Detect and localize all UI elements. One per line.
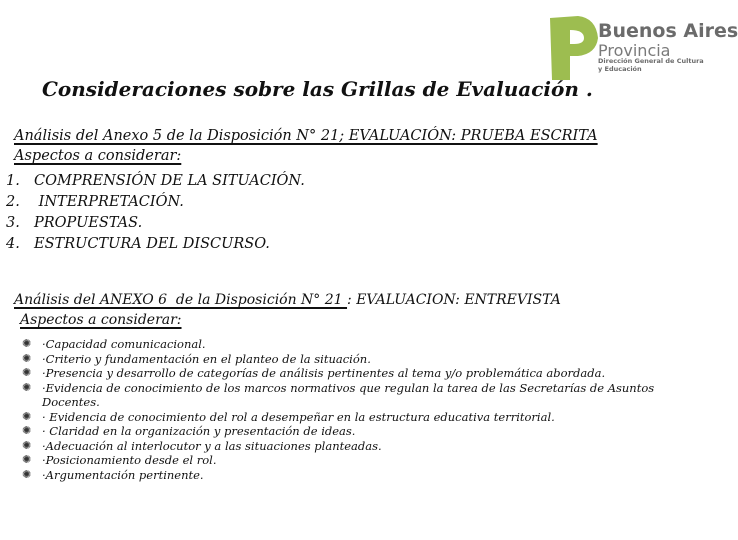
sun-bullet-icon: ✺ — [22, 337, 32, 350]
item-text: ·Evidencia de conocimiento de los marcos normativos que regulan la tarea de las Secretarías de Asuntos Docentes. — [42, 380, 655, 409]
logo-subtitle: Provincia — [598, 41, 671, 60]
item-number: 1. — [6, 173, 20, 189]
section-heading: Análisis del Anexo 5 de la Disposición N° 21; EVALUACIÓN: PRUEBA ESCRITA — [14, 128, 598, 144]
item-text: PROPUESTAS. — [34, 215, 143, 231]
numbered-list — [6, 171, 305, 255]
sun-bullet-icon: ✺ — [22, 424, 32, 437]
province-map-icon — [544, 14, 600, 82]
section-heading-underlined: Análisis del ANEXO 6 de la Disposición N° 21 — [14, 292, 348, 308]
item-text: · Evidencia de conocimiento del rol a desempeñar en la estructura educativa territorial. — [42, 409, 555, 424]
section-subheading: Aspectos a considerar: — [14, 148, 182, 164]
item-text: ·Adecuación al interlocutor y a las situaciones planteadas. — [42, 438, 382, 453]
list-item — [22, 424, 702, 439]
item-text: ·Capacidad comunicacional. — [42, 337, 206, 351]
logo-small-text: Dirección General de Cultura y Educación — [598, 57, 704, 73]
item-text: · Claridad en la organización y presentación de ideas. — [42, 424, 356, 438]
page-title: Consideraciones sobre las Grillas de Evaluación . — [42, 77, 593, 101]
sun-bullet-icon: ✺ — [22, 366, 32, 379]
list-item — [22, 366, 702, 381]
section-anexo-5 — [14, 126, 598, 166]
sun-bullet-icon: ✺ — [22, 351, 32, 365]
item-text: ESTRUCTURA DEL DISCURSO. — [34, 236, 270, 252]
list-item — [6, 234, 305, 255]
bullet-list — [22, 337, 702, 482]
section-heading-rest: : EVALUACION: ENTREVISTA — [347, 292, 561, 308]
sun-bullet-icon: ✺ — [22, 453, 32, 466]
sun-bullet-icon: ✺ — [22, 467, 32, 481]
section-heading — [14, 290, 561, 310]
item-number: 3. — [6, 215, 20, 231]
sun-bullet-icon: ✺ — [22, 438, 32, 452]
list-item — [22, 468, 702, 483]
item-number: 2. — [6, 194, 20, 210]
item-text: ·Posicionamiento desde el rol. — [42, 453, 217, 467]
list-item — [22, 337, 702, 352]
sun-bullet-icon: ✺ — [22, 380, 32, 394]
list-item — [6, 213, 305, 234]
section-anexo-6 — [14, 290, 561, 330]
item-text: ·Criterio y fundamentación en el planteo de la situación. — [42, 351, 371, 366]
item-text: ·Argumentación pertinente. — [42, 467, 204, 482]
list-item — [22, 381, 702, 410]
list-item — [6, 192, 305, 213]
item-text: INTERPRETACIÓN. — [34, 194, 184, 210]
list-item — [6, 171, 305, 192]
list-item — [22, 453, 702, 468]
item-text: COMPRENSIÓN DE LA SITUACIÓN. — [34, 173, 305, 189]
logo-title: Buenos Aires — [598, 20, 738, 42]
list-item — [22, 410, 702, 425]
sun-bullet-icon: ✺ — [22, 409, 32, 423]
item-text: ·Presencia y desarrollo de categorías de análisis pertinentes al tema y/o problemática abordada. — [42, 366, 606, 380]
list-item — [22, 352, 702, 367]
list-item — [22, 439, 702, 454]
item-number: 4. — [6, 236, 20, 252]
section-subheading: Aspectos a considerar: — [20, 312, 182, 328]
